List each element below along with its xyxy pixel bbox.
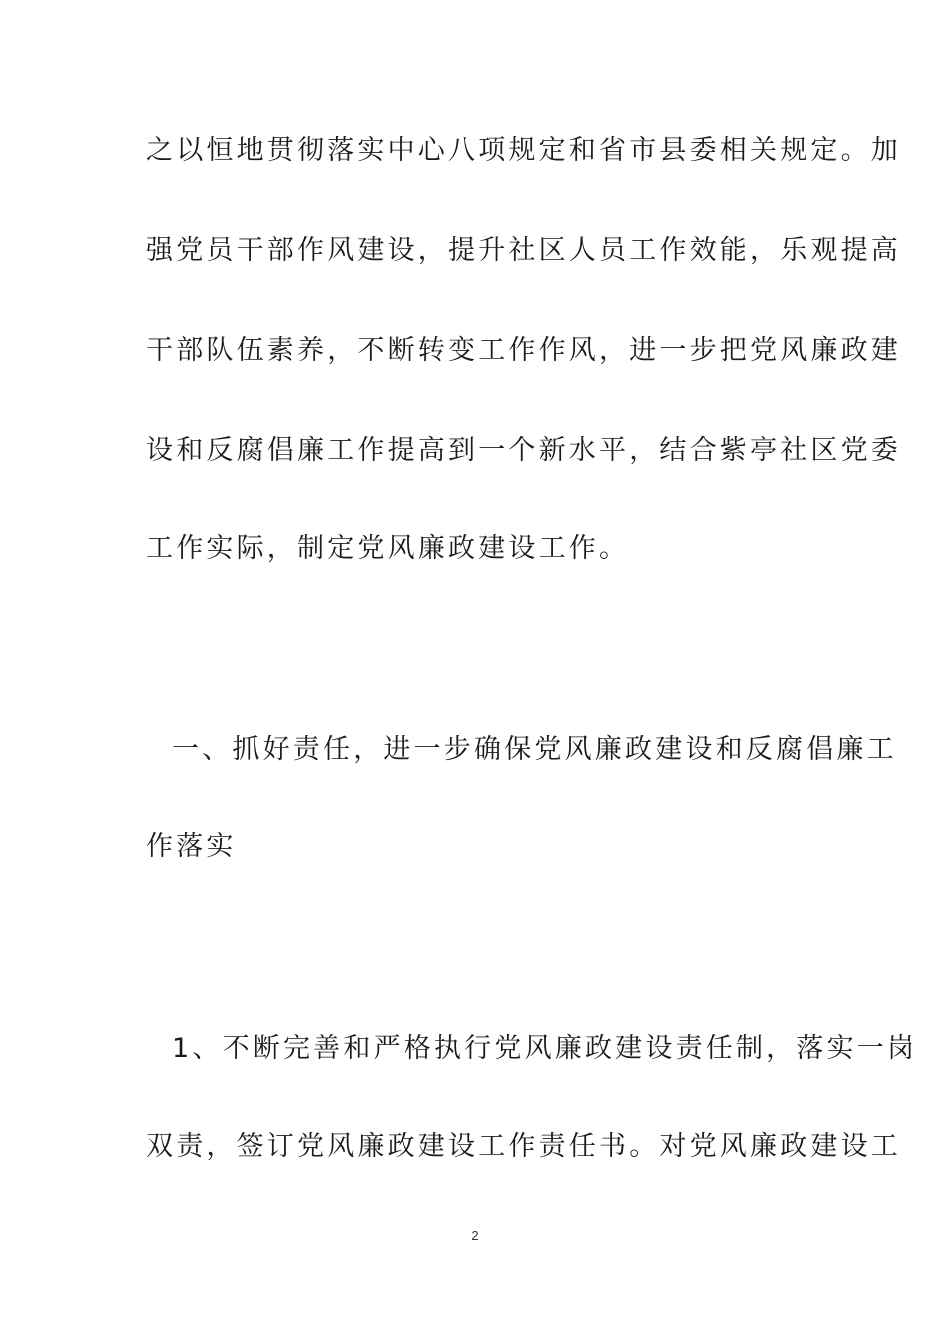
body-text-line: 设和反腐倡廉工作提高到一个新水平，结合紫亭社区党委 xyxy=(146,435,901,466)
section-heading-line: 作落实 xyxy=(146,831,237,862)
body-text-line: 干部队伍素养，不断转变工作作风，进一步把党风廉政建 xyxy=(146,335,901,366)
body-text-line: 强党员干部作风建设，提升社区人员工作效能，乐观提高 xyxy=(146,235,901,266)
body-text-line: 工作实际，制定党风廉政建设工作。 xyxy=(146,533,630,564)
list-item-line: 双责，签订党风廉政建设工作责任书。对党风廉政建设工 xyxy=(146,1131,901,1162)
list-item-line: 1、不断完善和严格执行党风廉政建设责任制，落实一岗 xyxy=(172,1033,918,1064)
body-text-line: 之以恒地贯彻落实中心八项规定和省市县委相关规定。加 xyxy=(146,135,901,166)
section-heading-line: 一、抓好责任，进一步确保党风廉政建设和反腐倡廉工 xyxy=(172,734,897,765)
page-number: 2 xyxy=(471,1228,479,1243)
